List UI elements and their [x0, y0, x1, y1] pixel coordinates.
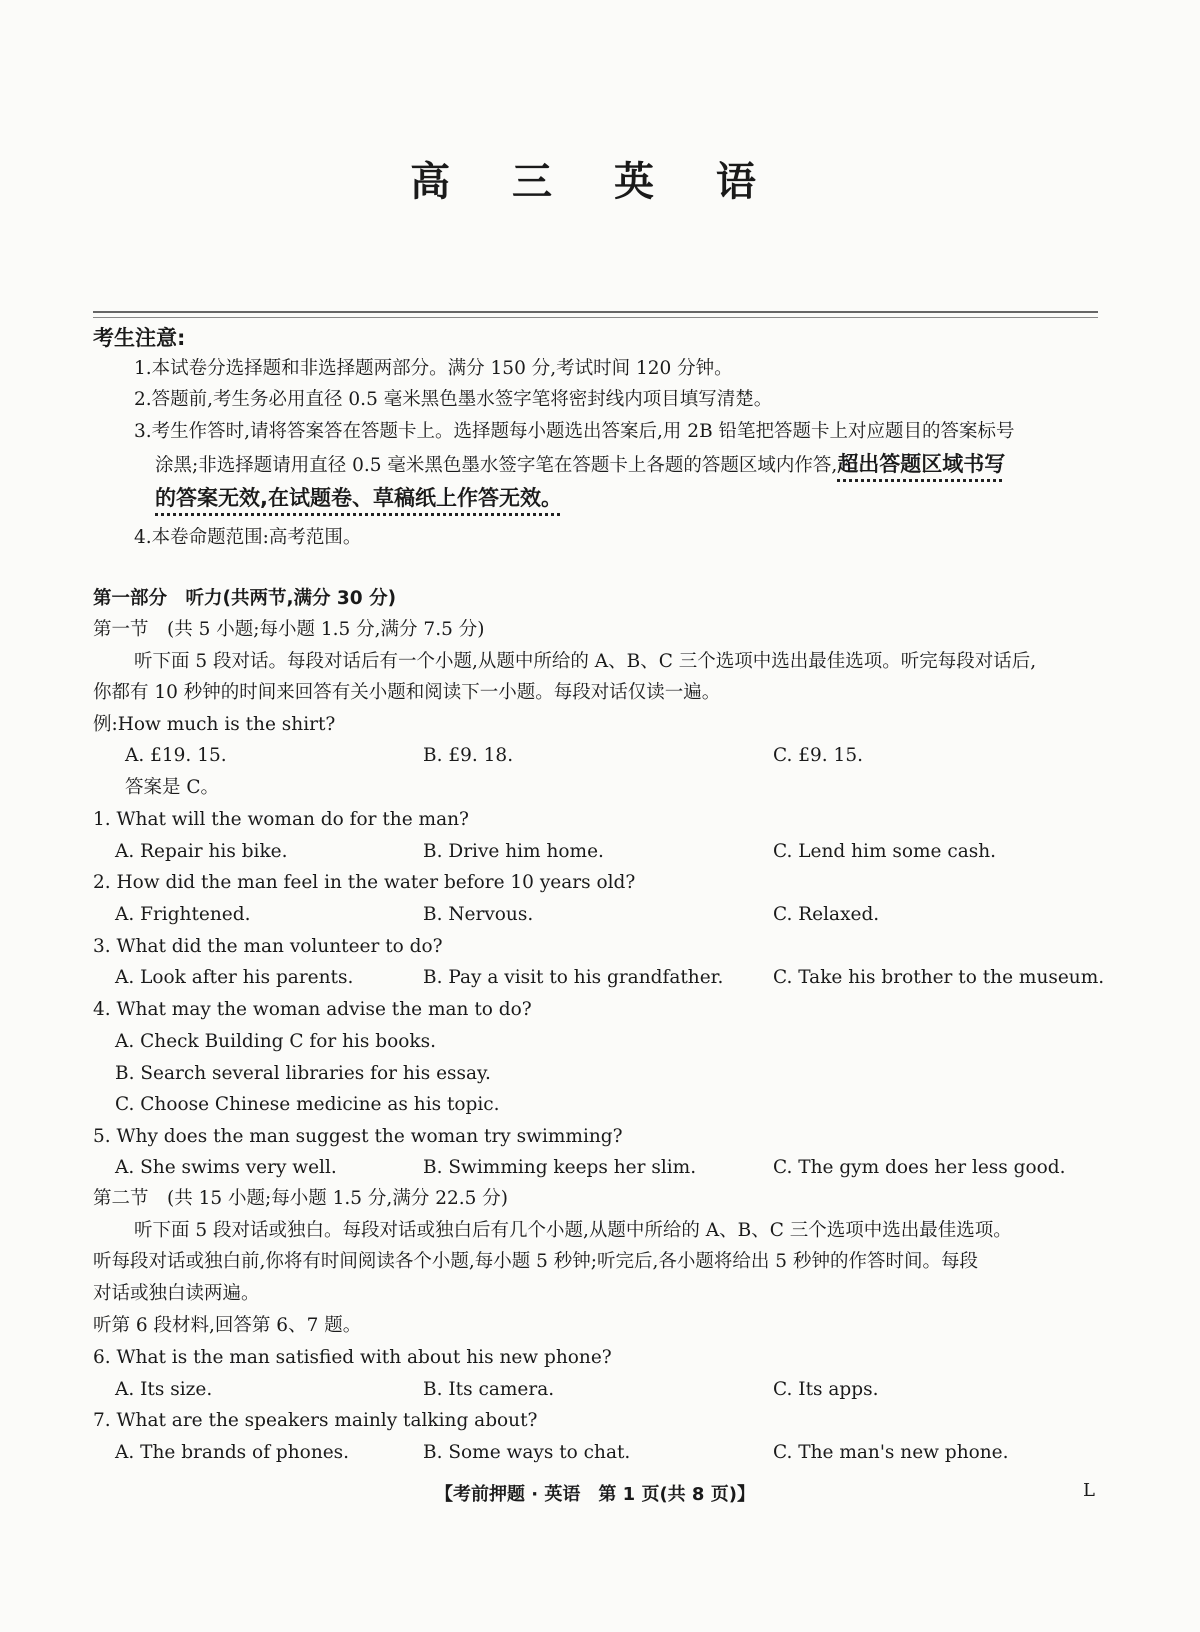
- page-mark: L: [1083, 1480, 1095, 1501]
- notice-emphasis: 超出答题区域书写: [837, 452, 1006, 476]
- option-b: B. Search several libraries for his essay.: [115, 1063, 491, 1084]
- option-b: B. Swimming keeps her slim.: [423, 1157, 697, 1178]
- question: 2. How did the man feel in the water before 10 years old?: [93, 872, 636, 893]
- option-a: A. £19. 15.: [125, 745, 227, 766]
- option-a: A. Frightened.: [115, 904, 251, 925]
- notice-emphasis: 的答案无效,在试题卷、草稿纸上作答无效。: [155, 486, 562, 510]
- option-c: C. The man's new phone.: [773, 1442, 1009, 1463]
- instructions: 你都有 10 秒钟的时间来回答有关小题和阅读下一小题。每段对话仅读一遍。: [93, 682, 721, 703]
- option-c: C. Take his brother to the museum.: [773, 967, 1105, 988]
- instructions: 对话或独白读两遍。: [93, 1283, 260, 1304]
- option-a: A. Check Building C for his books.: [115, 1031, 436, 1052]
- question: 1. What will the woman do for the man?: [93, 809, 469, 830]
- material-label: 听第 6 段材料,回答第 6、7 题。: [93, 1315, 362, 1336]
- question: 5. Why does the man suggest the woman try swimming?: [93, 1126, 623, 1147]
- question: 6. What is the man satisfied with about his new phone?: [93, 1347, 612, 1368]
- option-a: A. The brands of phones.: [115, 1442, 350, 1463]
- notice-item: 1.本试卷分选择题和非选择题两部分。满分 150 分,考试时间 120 分钟。: [134, 358, 733, 379]
- option-c: C. The gym does her less good.: [773, 1157, 1066, 1178]
- notice-text: 涂黑;非选择题请用直径 0.5 毫米黑色墨水签字笔在答题卡上各题的答题区域内作答,: [155, 455, 838, 476]
- example-answer: 答案是 C。: [125, 777, 220, 798]
- section-heading: 第二节 (共 15 小题;每小题 1.5 分,满分 22.5 分): [93, 1188, 508, 1209]
- notice-heading: 考生注意:: [93, 326, 186, 350]
- option-b: B. Some ways to chat.: [423, 1442, 631, 1463]
- notice-item: 4.本卷命题范围:高考范围。: [134, 527, 362, 548]
- notice-item: 2.答题前,考生务必用直径 0.5 毫米黑色墨水签字笔将密封线内项目填写清楚。: [134, 389, 773, 410]
- option-c: C. Relaxed.: [773, 904, 880, 925]
- page-title: 高 三 英 语: [410, 158, 780, 205]
- page-footer: 【考前押题 · 英语 第 1 页(共 8 页)】: [435, 1484, 755, 1505]
- instructions: 听下面 5 段对话。每段对话后有一个小题,从题中所给的 A、B、C 三个选项中选出最佳选项。听完每段对话后,: [134, 651, 1037, 672]
- option-a: A. Its size.: [115, 1379, 213, 1400]
- section-heading: 第一节 (共 5 小题;每小题 1.5 分,满分 7.5 分): [93, 619, 485, 640]
- option-b: B. Drive him home.: [423, 841, 604, 862]
- option-b: B. Nervous.: [423, 904, 534, 925]
- option-b: B. Its camera.: [423, 1379, 555, 1400]
- option-a: A. Repair his bike.: [115, 841, 288, 862]
- header-divider: [93, 311, 1098, 318]
- notice-item: 3.考生作答时,请将答案答在答题卡上。选择题每小题选出答案后,用 2B 铅笔把答题卡上对应题目的答案标号: [134, 421, 1015, 442]
- option-c: C. Its apps.: [773, 1379, 879, 1400]
- option-c: C. Choose Chinese medicine as his topic.: [115, 1094, 500, 1115]
- option-a: A. Look after his parents.: [115, 967, 354, 988]
- option-b: B. Pay a visit to his grandfather.: [423, 967, 724, 988]
- option-a: A. She swims very well.: [115, 1157, 337, 1178]
- question: 4. What may the woman advise the man to do?: [93, 999, 532, 1020]
- question: 3. What did the man volunteer to do?: [93, 936, 443, 957]
- option-c: C. £9. 15.: [773, 745, 863, 766]
- instructions: 听每段对话或独白前,你将有时间阅读各个小题,每小题 5 秒钟;听完后,各小题将给出 5 秒钟的作答时间。每段: [93, 1251, 978, 1272]
- option-c: C. Lend him some cash.: [773, 841, 997, 862]
- option-b: B. £9. 18.: [423, 745, 514, 766]
- question: 7. What are the speakers mainly talking about?: [93, 1410, 538, 1431]
- notice-item-continued: [155, 451, 1005, 479]
- example-question: 例:How much is the shirt?: [93, 714, 336, 735]
- instructions: 听下面 5 段对话或独白。每段对话或独白后有几个小题,从题中所给的 A、B、C 三个选项中选出最佳选项。: [134, 1220, 1012, 1241]
- part-heading: 第一部分 听力(共两节,满分 30 分): [93, 588, 397, 609]
